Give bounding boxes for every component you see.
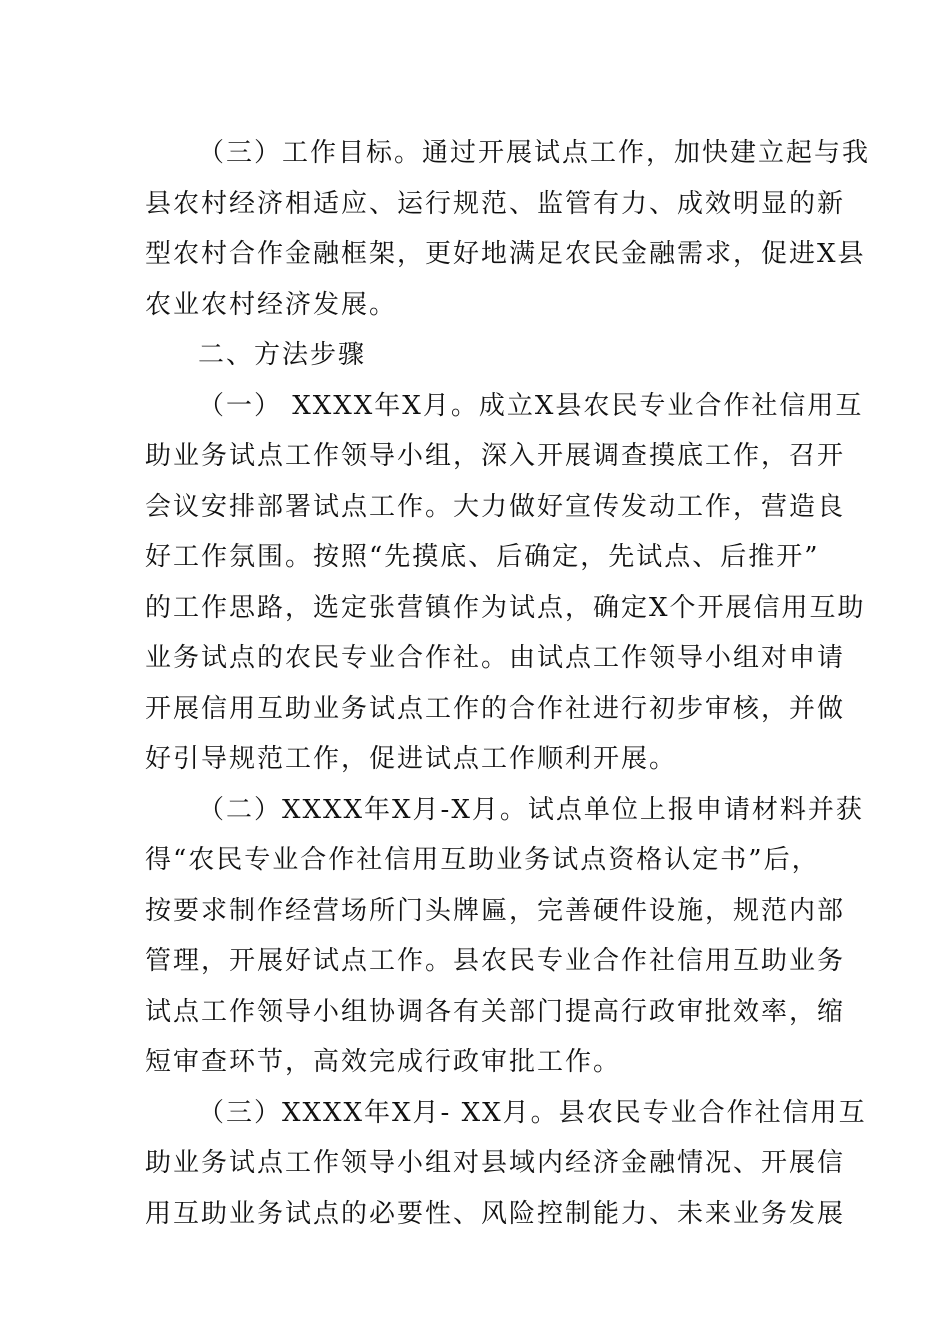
text-line: 的工作思路，选定张营镇作为试点，确定X个开展信用互助 [145,592,866,623]
text-line: 会议安排部署试点工作。大力做好宣传发动工作，营造良 [145,491,846,522]
text-line: 好工作氛围。按照“先摸底、后确定，先试点、后推开” [145,542,820,572]
text-line: 短审查环节，高效完成行政审批工作。 [145,1047,622,1077]
text-line: （三）XXXX年X月- XX月。县农民专业合作社信用互 [198,1097,867,1128]
text-line: 县农村经济相适应、运行规范、监管有力、成效明显的新 [145,188,846,219]
text-line: 型农村合作金融框架，更好地满足农民金融需求，促进X县 [145,239,866,269]
text-line: 管理，开展好试点工作。县农民专业合作社信用互助业务 [145,946,846,976]
text-line: 得“农民专业合作社信用互助业务试点资格认定书”后， [145,845,820,875]
text-line: （二）XXXX年X月-X月。试点单位上报申请材料并获 [198,794,864,825]
text-line: 用互助业务试点的必要性、风险控制能力、未来业务发展 [145,1198,846,1229]
text-line: 开展信用互助业务试点工作的合作社进行初步审核，并做 [145,693,846,724]
document-body [145,128,871,1239]
text-line: 农业农村经济发展。 [145,289,398,320]
text-line: （三）工作目标。通过开展试点工作，加快建立起与我 [198,138,871,168]
text-line: 试点工作领导小组协调各有关部门提高行政审批效率，缩 [145,996,846,1027]
text-line: 助业务试点工作领导小组，深入开展调查摸底工作，召开 [145,441,846,471]
text-line: 按要求制作经营场所门头牌匾，完善硬件设施，规范内部 [145,895,846,926]
text-line: 好引导规范工作，促进试点工作顺利开展。 [145,744,678,774]
text-line: 业务试点的农民专业合作社。由试点工作领导小组对申请 [145,643,846,673]
text-line: （一） XXXX年X月。成立X县农民专业合作社信用互 [198,390,864,421]
text-line: 二、方法步骤 [198,340,367,370]
text-line: 助业务试点工作领导小组对县域内经济金融情况、开展信 [145,1148,846,1178]
